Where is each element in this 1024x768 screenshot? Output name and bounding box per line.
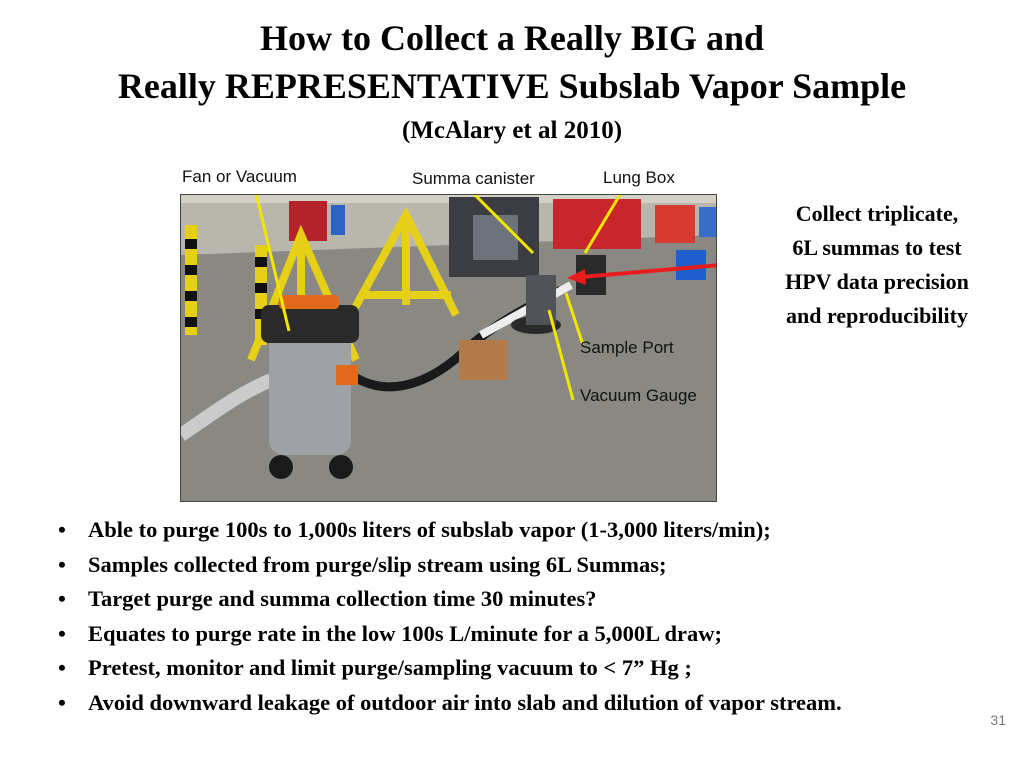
blue-box — [699, 207, 716, 237]
citation: (McAlary et al 2010) — [401, 117, 623, 144]
side-note-line-1: Collect triplicate, — [795, 201, 959, 226]
callout-fan-or-vacuum: Fan or Vacuum — [182, 167, 297, 186]
side-note-line-2: 6L summas to test — [792, 235, 962, 260]
callout-vacuum-gauge: Vacuum Gauge — [580, 386, 697, 405]
cardboard-box — [459, 340, 507, 380]
bullet-item: • Target purge and summa collection time 30 minutes? — [58, 582, 978, 617]
red-bin — [289, 201, 327, 241]
red-cart — [655, 205, 695, 243]
title-line-2: Really REPRESENTATIVE Subslab Vapor Sample — [117, 66, 907, 106]
blue-container — [331, 205, 345, 235]
side-note-line-3: HPV data precision — [785, 269, 969, 294]
bullet-item: • Samples collected from purge/slip stream using 6L Summas; — [58, 548, 978, 583]
page-number: 31 — [990, 712, 1006, 728]
slide-title — [0, 14, 1024, 150]
side-note — [752, 197, 1002, 333]
callout-lung-box: Lung Box — [603, 168, 675, 187]
shop-vacuum — [261, 295, 359, 479]
summa-canisters — [473, 215, 518, 260]
bullet-item: • Pretest, monitor and limit purge/sampling vacuum to < 7” Hg ; — [58, 651, 978, 686]
callout-summa-canister: Summa canister — [412, 169, 535, 188]
annotated-photo — [0, 160, 750, 505]
side-note-line-4: and reproducibility — [786, 303, 968, 328]
bullet-item: • Able to purge 100s to 1,000s liters of subslab vapor (1-3,000 liters/min); — [58, 513, 978, 548]
callout-sample-port: Sample Port — [580, 338, 674, 357]
bullet-list — [58, 513, 978, 720]
title-line-1: How to Collect a Really BIG and — [260, 18, 764, 58]
red-tool-cabinet — [553, 199, 641, 249]
bullet-item: • Equates to purge rate in the low 100s L/minute for a 5,000L draw; — [58, 617, 978, 652]
bullet-item: • Avoid downward leakage of outdoor air into slab and dilution of vapor stream. — [58, 686, 978, 721]
